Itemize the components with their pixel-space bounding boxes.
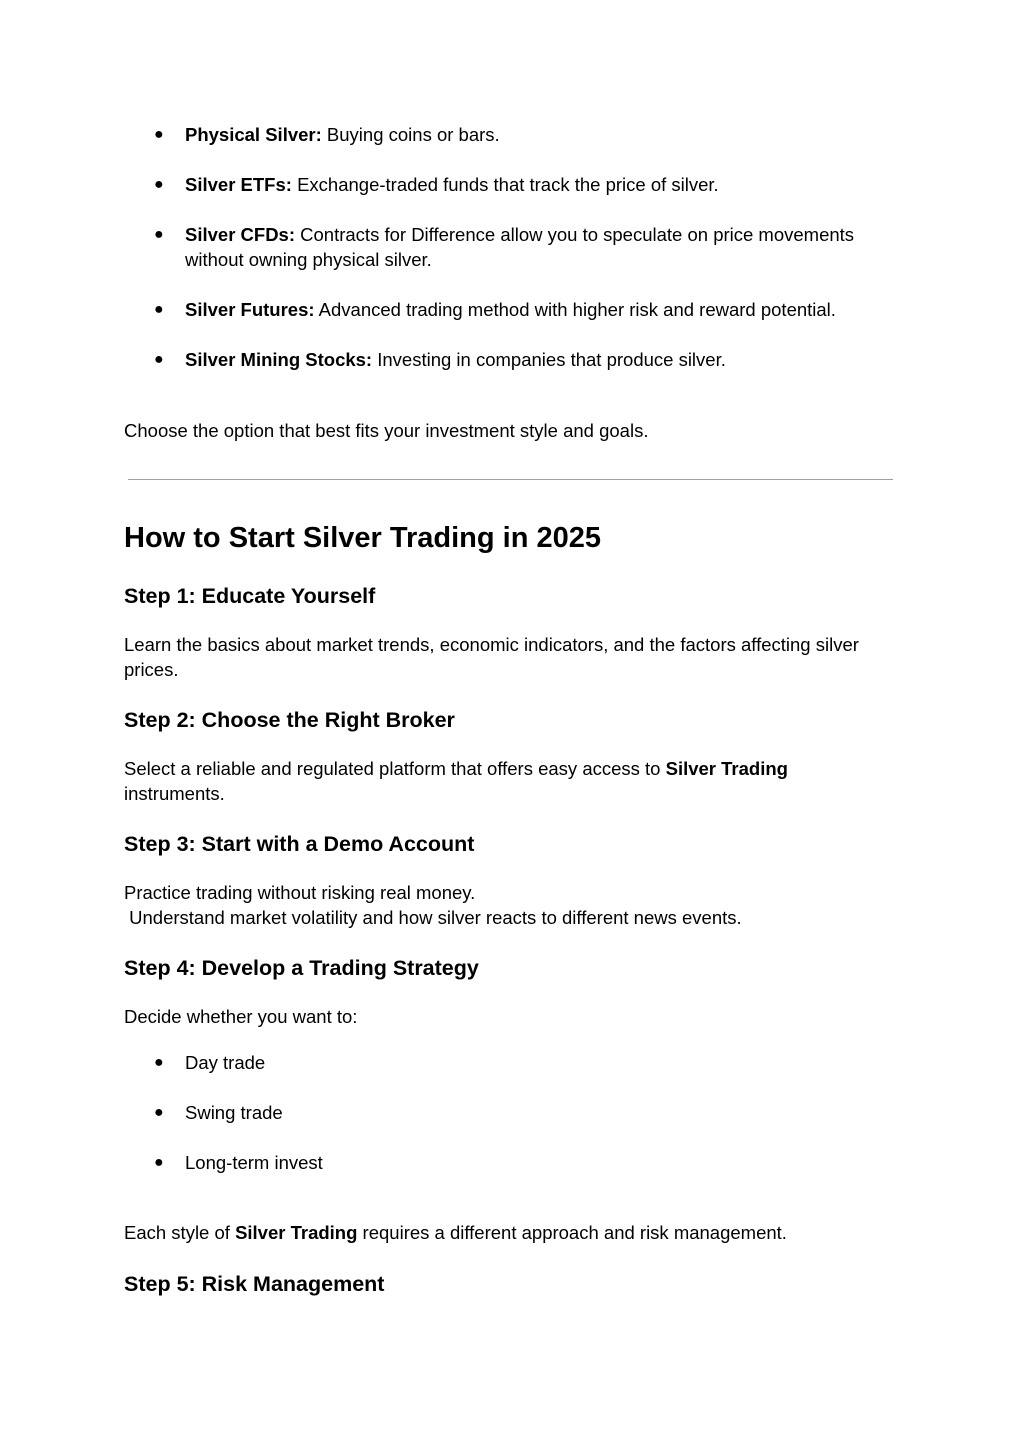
step4-heading: Step 4: Develop a Trading Strategy [124, 956, 479, 980]
step3-line1: Practice trading without risking real money. [124, 882, 476, 903]
step2-body [124, 756, 824, 806]
list-item-text [185, 222, 885, 272]
step2-body-text: Select a reliable and regulated platform that offers easy access to [124, 758, 666, 779]
step1-body: Learn the basics about market trends, economic indicators, and the factors affecting silver prices. [124, 634, 859, 680]
bullet-icon: ● [154, 126, 164, 143]
list-item-term: Silver Mining Stocks: [185, 349, 373, 370]
list-item-text: Swing trade [185, 1102, 283, 1123]
bullet-icon: ● [154, 176, 164, 193]
list-item-description: Buying coins or bars. [321, 124, 500, 145]
bullet-icon: ● [154, 1054, 164, 1071]
step3-heading: Step 3: Start with a Demo Account [124, 832, 475, 856]
list-item-text [185, 297, 885, 322]
list-item-description: Advanced trading method with higher risk and reward potential. [314, 299, 836, 320]
step2-heading: Step 2: Choose the Right Broker [124, 708, 455, 732]
choose-paragraph: Choose the option that best fits your investment style and goals. [124, 420, 649, 441]
step2-body-emphasis: Silver Trading [665, 758, 788, 779]
style-paragraph-text: Each style of [124, 1222, 236, 1243]
list-item-description: Contracts for Difference allow you to speculate on price movements without owning physical silver. [185, 224, 855, 270]
style-paragraph [124, 1220, 904, 1245]
list-item-text [185, 172, 885, 197]
list-item-text: Day trade [185, 1052, 266, 1073]
list-item-term: Silver Futures: [185, 299, 315, 320]
list-item-term: Physical Silver: [185, 124, 322, 145]
style-paragraph-text-end: requires a different approach and risk management. [357, 1222, 787, 1243]
bullet-icon: ● [154, 226, 164, 243]
step1-heading: Step 1: Educate Yourself [124, 584, 376, 608]
step3-line2: Understand market volatility and how silver reacts to different news events. [124, 907, 742, 928]
list-item-text [185, 122, 885, 147]
list-item-term: Silver CFDs: [185, 224, 296, 245]
list-item-term: Silver ETFs: [185, 174, 292, 195]
bullet-icon: ● [154, 301, 164, 318]
step4-intro: Decide whether you want to: [124, 1006, 358, 1027]
bullet-icon: ● [154, 1154, 164, 1171]
step5-heading: Step 5: Risk Management [124, 1272, 385, 1296]
bullet-icon: ● [154, 1104, 164, 1121]
list-item-description: Exchange-traded funds that track the price of silver. [291, 174, 719, 195]
horizontal-divider [128, 479, 893, 480]
list-item-text: Long-term invest [185, 1152, 323, 1173]
step2-body-text-end: instruments. [124, 783, 225, 804]
list-item-text [185, 347, 885, 372]
list-item-description: Investing in companies that produce silver. [372, 349, 726, 370]
bullet-icon: ● [154, 351, 164, 368]
style-paragraph-emphasis: Silver Trading [235, 1222, 358, 1243]
section-title: How to Start Silver Trading in 2025 [124, 522, 602, 554]
